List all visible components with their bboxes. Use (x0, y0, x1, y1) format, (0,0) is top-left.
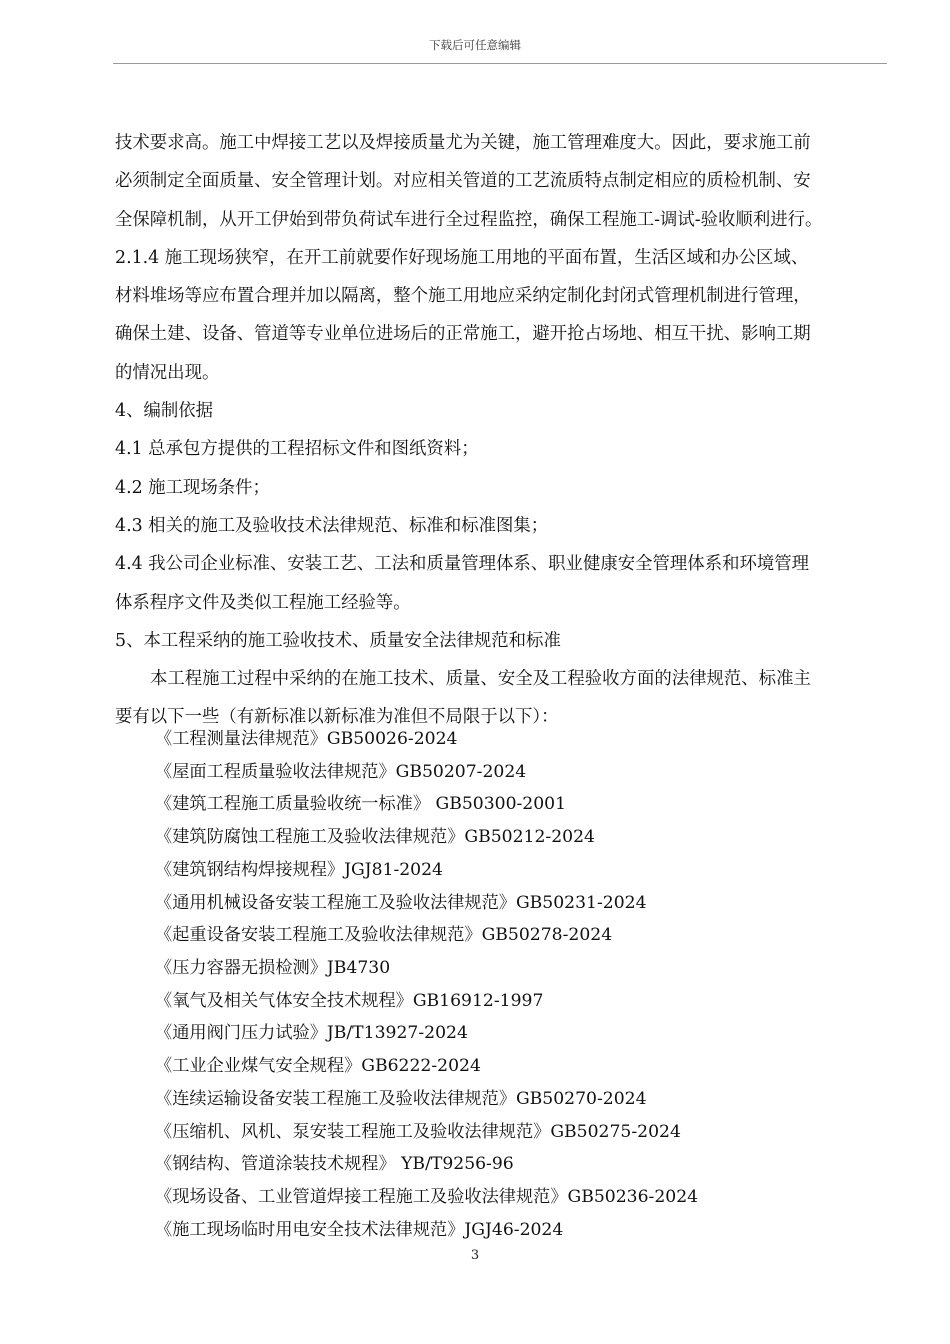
standard-item: 《通用机械设备安装工程施工及验收法律规范》GB50231-2024 (155, 893, 647, 913)
standard-item: 《现场设备、工业管道焊接工程施工及验收法律规范》GB50236-2024 (155, 1187, 699, 1207)
paragraph-line: 2.1.4 施工现场狭窄，在开工前就要作好现场施工用地的平面布置，生活区域和办公区域、 (115, 247, 809, 268)
standard-item: 《钢结构、管道涂装技术规程》 YB/T9256-96 (155, 1154, 514, 1174)
standard-item: 《屋面工程质量验收法律规范》GB50207-2024 (155, 762, 527, 782)
paragraph-line: 的情况出现。 (115, 362, 220, 383)
list-item: 4.4 我公司企业标准、安装工艺、工法和质量管理体系、职业健康安全管理体系和环境管理 (115, 554, 810, 575)
section-heading: 5、本工程采纳的施工验收技术、质量安全法律规范和标准 (115, 630, 561, 651)
standard-item: 《建筑钢结构焊接规程》JGJ81-2024 (155, 860, 443, 880)
standard-item: 《起重设备安装工程施工及验收法律规范》GB50278-2024 (155, 925, 613, 945)
standard-item: 《建筑工程施工质量验收统一标准》 GB50300-2001 (155, 794, 567, 814)
standard-item: 《建筑防腐蚀工程施工及验收法律规范》GB50212-2024 (155, 827, 595, 847)
paragraph-line: 必须制定全面质量、安全管理计划。对应相关管道的工艺流质特点制定相应的质检机制、安 (115, 171, 811, 192)
standard-item: 《工程测量法律规范》GB50026-2024 (155, 729, 458, 749)
standard-item: 《氧气及相关气体安全技术规程》GB16912-1997 (155, 991, 544, 1011)
list-item: 4.3 相关的施工及验收技术法律规范、标准和标准图集； (115, 515, 549, 536)
body-text (115, 124, 890, 737)
header-rule (113, 63, 887, 64)
standard-item: 《通用阀门压力试验》JB/T13927-2024 (155, 1023, 468, 1043)
page-number: 3 (470, 1248, 480, 1263)
paragraph-line: 技术要求高。施工中焊接工艺以及焊接质量尤为关键，施工管理难度大。因此，要求施工前 (115, 133, 811, 153)
paragraph-line: 体系程序文件及类似工程施工经验等。 (115, 592, 411, 613)
paragraph-line: 材料堆场等应布置合理并加以隔离，整个施工用地应采纳定制化封闭式管理机制进行管理， (115, 286, 811, 307)
standard-item: 《压力容器无损检测》JB4730 (155, 958, 391, 978)
list-item: 4.2 施工现场条件； (115, 477, 270, 498)
paragraph-line: 本工程施工过程中采纳的在施工技术、质量、安全及工程验收方面的法律规范、标准主 (150, 669, 811, 690)
paragraph-line: 要有以下一些（有新标准以新标准为准但不局限于以下）： (115, 707, 559, 728)
standard-item: 《施工现场临时用电安全技术法律规范》JGJ46-2024 (155, 1220, 564, 1240)
paragraph-line: 确保土建、设备、管道等专业单位进场后的正常施工，避开抢占场地、相互干扰、影响工期 (115, 324, 811, 345)
section-heading: 4、编制依据 (115, 401, 214, 422)
paragraph-line: 全保障机制，从开工伊始到带负荷试车进行全过程监控，确保工程施工-调试-验收顺利进行。 (115, 209, 823, 230)
standard-item: 《压缩机、风机、泵安装工程施工及验收法律规范》GB50275-2024 (155, 1122, 681, 1142)
list-item: 4.1 总承包方提供的工程招标文件和图纸资料； (115, 439, 479, 460)
standard-item: 《连续运输设备安装工程施工及验收法律规范》GB50270-2024 (155, 1089, 647, 1109)
page-header: 下载后可任意编辑 (429, 38, 521, 52)
standard-item: 《工业企业煤气安全规程》GB6222-2024 (155, 1056, 481, 1076)
